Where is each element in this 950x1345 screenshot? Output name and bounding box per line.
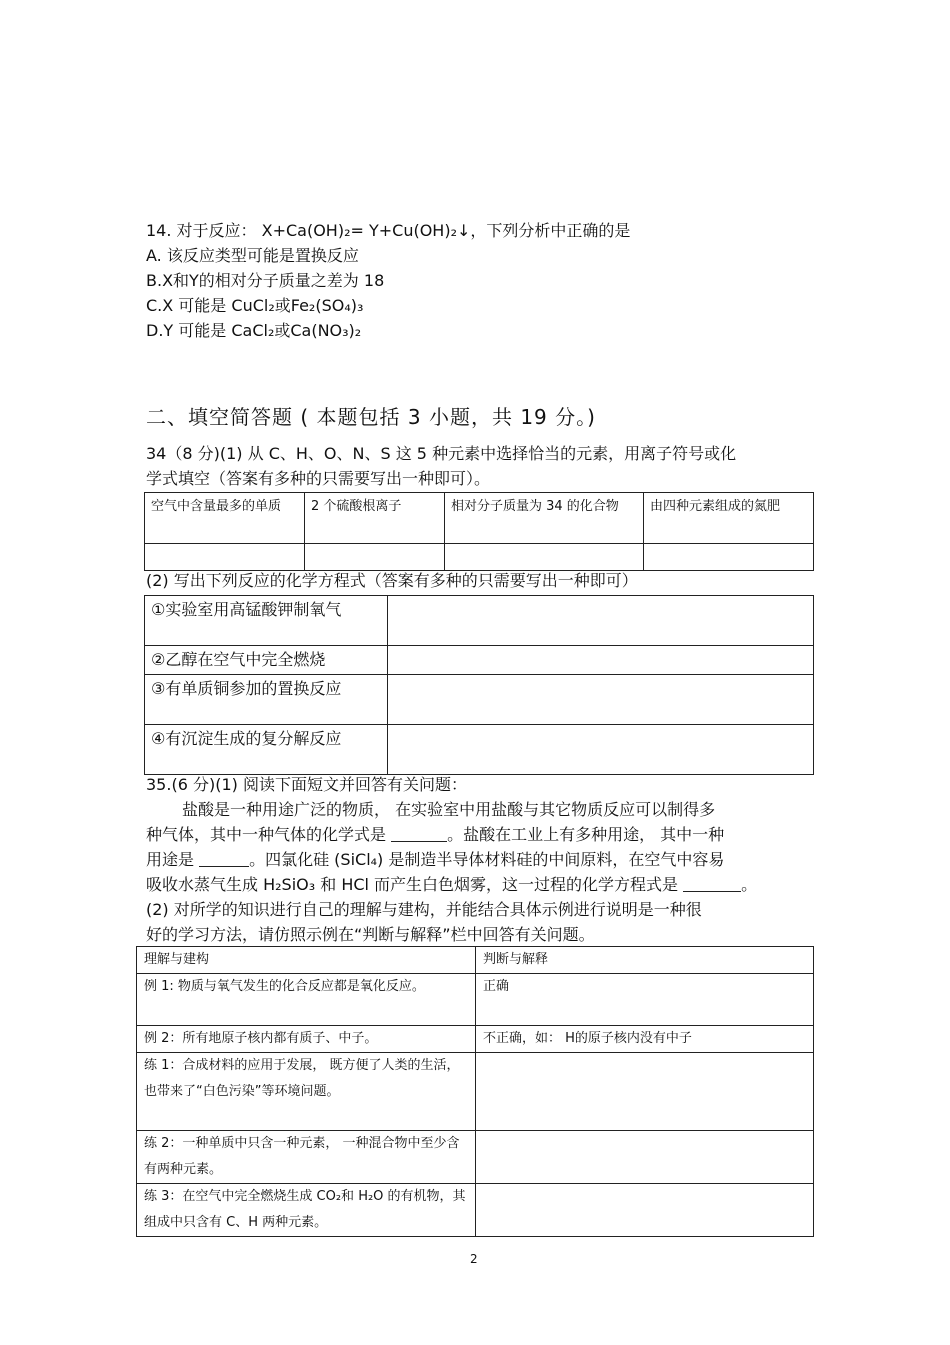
section-heading: 二、填空简答题 ( 本题包括 3 小题，共 19 分。) bbox=[146, 405, 596, 429]
q35-line2: 盐酸是一种用途广泛的物质， 在实验室中用盐酸与其它物质反应可以制得多 bbox=[182, 800, 716, 819]
q35-text: 用途是 bbox=[146, 850, 200, 869]
blank-field[interactable] bbox=[199, 850, 249, 867]
q35-text: 种气体，其中一种气体的化学式是 bbox=[146, 825, 392, 844]
blank-field[interactable] bbox=[391, 825, 447, 842]
reaction-label: ④有沉淀生成的复分解反应 bbox=[145, 725, 388, 775]
q35-text: 。盐酸在工业上有多种用途， 其中一种 bbox=[447, 825, 725, 844]
q14-option-d: D.Y 可能是 CaCl₂或Ca(NO₃)₂ bbox=[146, 321, 362, 340]
blank-field[interactable] bbox=[683, 875, 741, 892]
q34-equation-table bbox=[144, 595, 814, 775]
statement-cell: 练 2：一种单质中只含一种元素， 一种混合物中至少含有两种元素。 bbox=[137, 1131, 476, 1184]
col-header: 判断与解释 bbox=[476, 947, 814, 974]
table1-cell: 2 个硫酸根离子 bbox=[305, 493, 445, 544]
q14-stem: 14. 对于反应： X+Ca(OH)₂= Y+Cu(OH)₂↓，下列分析中正确的是 bbox=[146, 221, 631, 240]
q14-option-a: A. 该反应类型可能是置换反应 bbox=[146, 246, 359, 265]
judgement-cell[interactable] bbox=[476, 1053, 814, 1131]
table1-cell: 相对分子质量为 34 的化合物 bbox=[445, 493, 644, 544]
col-header: 理解与建构 bbox=[137, 947, 476, 974]
answer-cell[interactable] bbox=[388, 596, 814, 646]
judgement-cell: 不正确，如： H的原子核内没有中子 bbox=[476, 1026, 814, 1053]
answer-cell[interactable] bbox=[388, 725, 814, 775]
reaction-label: ②乙醇在空气中完全燃烧 bbox=[145, 646, 388, 675]
judgement-cell[interactable] bbox=[476, 1184, 814, 1237]
q14-option-c: C.X 可能是 CuCl₂或Fe₂(SO₄)₃ bbox=[146, 296, 364, 315]
q35-judgement-table bbox=[136, 946, 814, 1237]
q35-text: 吸收水蒸气生成 H₂SiO₃ 和 HCl 而产生白色烟雾，这一过程的化学方程式是 bbox=[146, 875, 684, 894]
q35-text: 。 bbox=[741, 875, 758, 894]
answer-cell[interactable] bbox=[145, 544, 305, 571]
table1-cell: 空气中含量最多的单质 bbox=[145, 493, 305, 544]
q34-part2: (2) 写出下列反应的化学方程式（答案有多种的只需要写出一种即可） bbox=[146, 571, 638, 590]
q35-line3 bbox=[146, 825, 724, 845]
page-number: 2 bbox=[470, 1252, 478, 1266]
q35-line1: 35.(6 分)(1) 阅读下面短文并回答有关问题： bbox=[146, 775, 467, 794]
q14-option-b: B.X和Y的相对分子质量之差为 18 bbox=[146, 271, 385, 290]
answer-cell[interactable] bbox=[445, 544, 644, 571]
answer-cell[interactable] bbox=[388, 675, 814, 725]
q34-intro-line1: 34（8 分)(1) 从 C、H、O、N、S 这 5 种元素中选择恰当的元素，用离子符号或化 bbox=[146, 444, 737, 463]
q35-text: 。四氯化硅 (SiCl₄) 是制造半导体材料硅的中间原料，在空气中容易 bbox=[249, 850, 725, 869]
statement-cell: 例 2：所有地原子核内都有质子、中子。 bbox=[137, 1026, 476, 1053]
answer-cell[interactable] bbox=[644, 544, 814, 571]
q35-line6: (2) 对所学的知识进行自己的理解与建构，并能结合具体示例进行说明是一种很 bbox=[146, 900, 702, 919]
q34-fill-table bbox=[144, 492, 814, 571]
reaction-label: ③有单质铜参加的置换反应 bbox=[145, 675, 388, 725]
judgement-cell[interactable] bbox=[476, 1131, 814, 1184]
reaction-label: ①实验室用高锰酸钾制氧气 bbox=[145, 596, 388, 646]
q35-line5 bbox=[146, 875, 757, 895]
q34-intro-line2: 学式填空（答案有多种的只需要写出一种即可）。 bbox=[146, 469, 491, 488]
statement-cell: 练 1：合成材料的应用于发展， 既方便了人类的生活， 也带来了“白色污染”等环境问题。 bbox=[137, 1053, 476, 1131]
q35-line4 bbox=[146, 850, 724, 870]
statement-cell: 例 1: 物质与氧气发生的化合反应都是氧化反应。 bbox=[137, 974, 476, 1026]
answer-cell[interactable] bbox=[305, 544, 445, 571]
judgement-cell: 正确 bbox=[476, 974, 814, 1026]
statement-cell: 练 3：在空气中完全燃烧生成 CO₂和 H₂O 的有机物，其组成中只含有 C、H 两种元素。 bbox=[137, 1184, 476, 1237]
answer-cell[interactable] bbox=[388, 646, 814, 675]
table1-cell: 由四种元素组成的氮肥 bbox=[644, 493, 814, 544]
q35-line7: 好的学习方法，请仿照示例在“判断与解释”栏中回答有关问题。 bbox=[146, 925, 595, 944]
